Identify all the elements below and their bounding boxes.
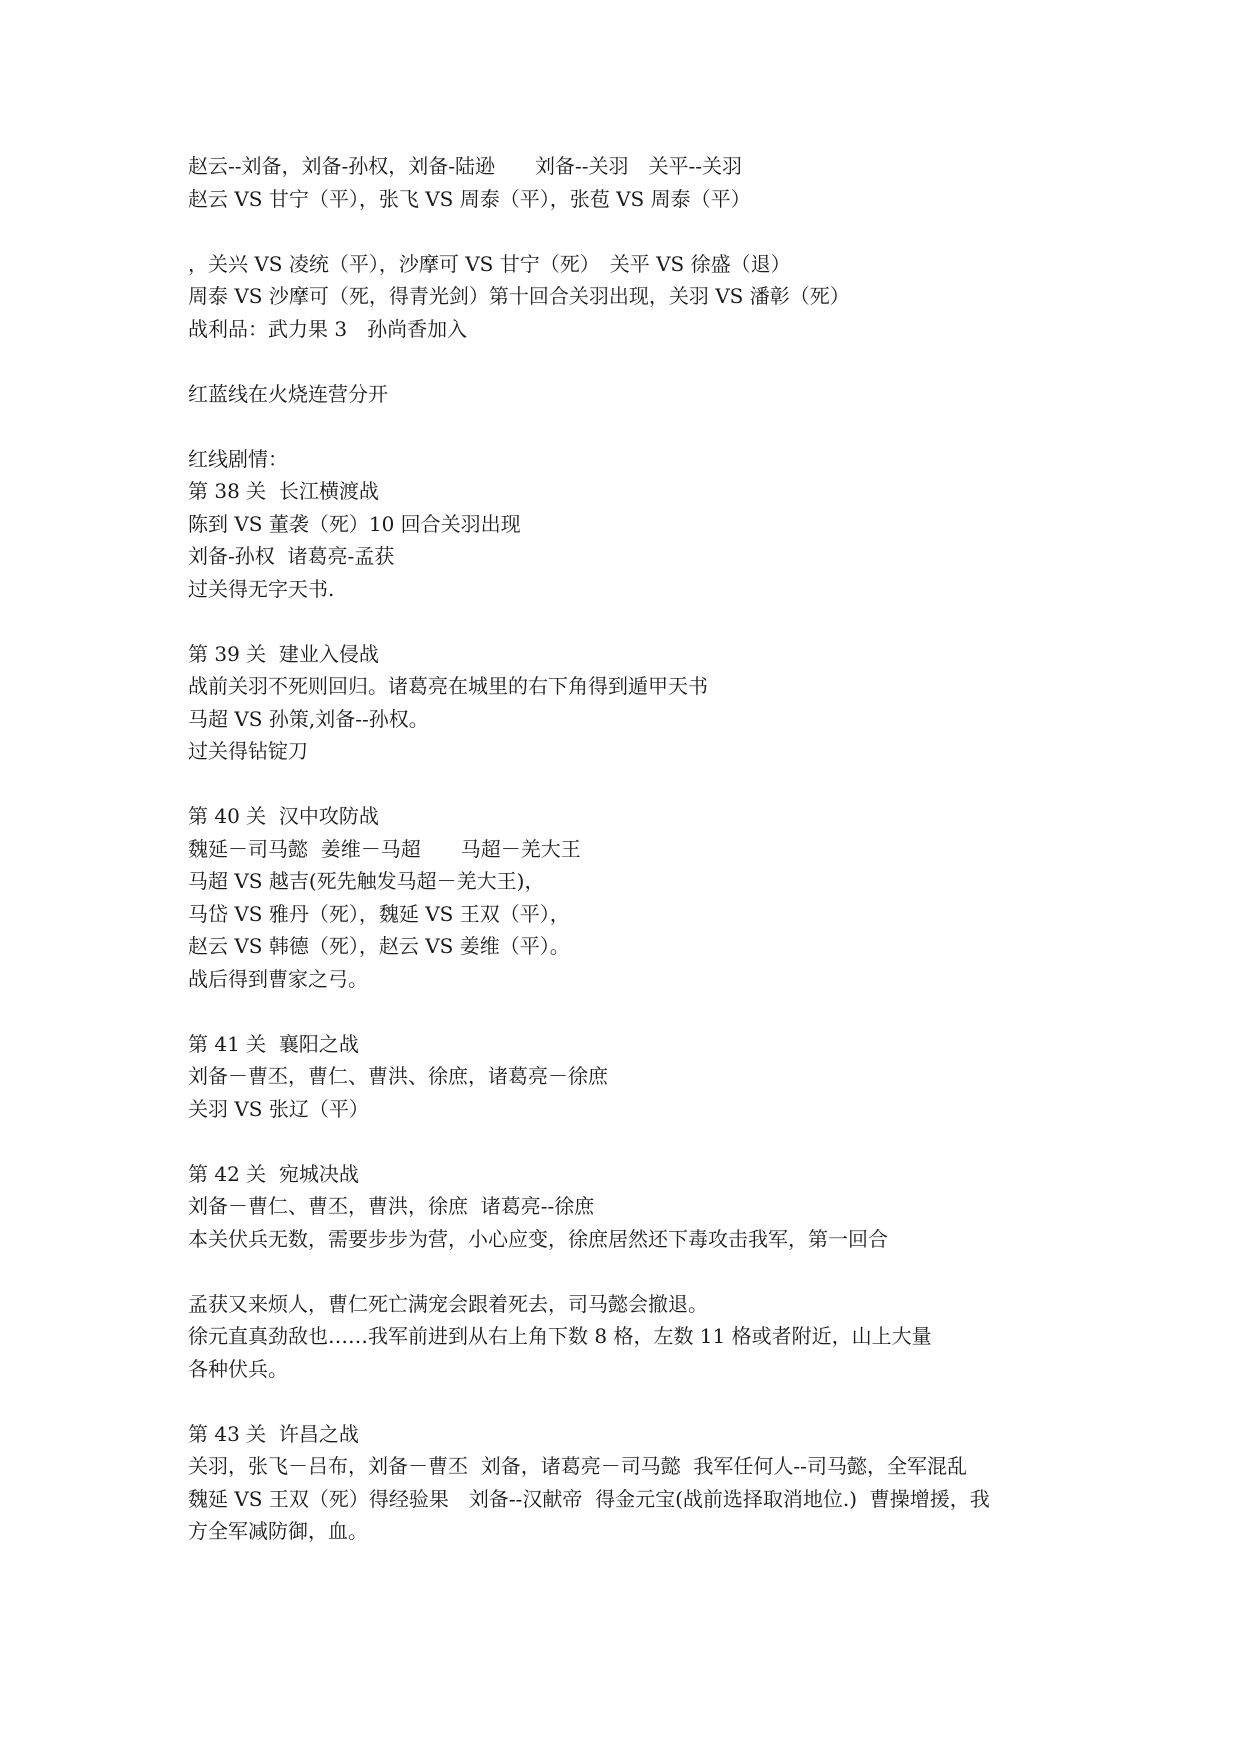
stage-title: 第 42 关 宛城决战: [188, 1161, 359, 1186]
text-line: 过关得无字天书.: [188, 576, 335, 601]
blank-line: [188, 1255, 1088, 1288]
blank-line: [188, 605, 1088, 638]
section-heading: 红线剧情：: [188, 446, 288, 471]
text-line: 过关得钻锭刀: [188, 739, 308, 763]
blank-line: [188, 1385, 1088, 1418]
blank-line: [188, 215, 1088, 248]
text-line: 关羽 VS 张辽（平）: [188, 1096, 369, 1121]
stage-title: 第 39 关 建业入侵战: [188, 641, 379, 666]
text-line: 魏延－司马懿 姜维－马超 马超－羌大王: [188, 836, 581, 861]
text-line: 周泰 VS 沙摩可（死，得青光剑）第十回合关羽出现，关羽 VS 潘彰（死）: [188, 284, 850, 308]
text-line: 战前关羽不死则回归。诸葛亮在城里的右下角得到遁甲天书: [188, 674, 708, 698]
blank-line: [188, 1125, 1088, 1158]
text-line: 魏延 VS 王双（死）得经验果 刘备--汉献帝 得金元宝(战前选择取消地位.) 曹操增援，我: [188, 1486, 990, 1511]
text-line: 马超 VS 孙策,刘备--孙权。: [188, 706, 429, 731]
text-line: 各种伏兵。: [188, 1356, 288, 1381]
text-line: 赵云 VS 韩德（死），赵云 VS 姜维（平）。: [188, 934, 570, 958]
stage-title: 第 41 关 襄阳之战: [188, 1031, 359, 1056]
text-line: 战利品：武力果 3 孙尚香加入: [188, 316, 468, 341]
text-line: 刘备－曹丕，曹仁、曹洪、徐庶，诸葛亮－徐庶: [188, 1064, 608, 1088]
stage-title: 第 38 关 长江横渡战: [188, 479, 379, 503]
stage-title: 第 43 关 许昌之战: [188, 1421, 359, 1446]
text-line: 徐元直真劲敌也……我军前进到从右上角下数 8 格，左数 11 格或者附近，山上大量: [188, 1324, 932, 1348]
text-line: ，关兴 VS 凌统（平），沙摩可 VS 甘宁（死） 关平 VS 徐盛（退）: [188, 251, 791, 276]
stage-title: 第 40 关 汉中攻防战: [188, 804, 379, 828]
text-line: 刘备－曹仁、曹丕，曹洪，徐庶 诸葛亮--徐庶: [188, 1194, 595, 1218]
document-body: [188, 150, 1088, 1548]
text-line: 马超 VS 越吉(死先触发马超－羌大王)，: [188, 869, 545, 893]
text-line: 红蓝线在火烧连营分开: [188, 381, 388, 406]
blank-line: [188, 410, 1088, 443]
text-line: 刘备-孙权 诸葛亮-孟获: [188, 544, 395, 568]
blank-line: [188, 995, 1088, 1028]
text-line: 关羽，张飞－吕布，刘备－曹丕 刘备，诸葛亮－司马懿 我军任何人--司马懿，全军混乱: [188, 1454, 967, 1478]
text-line: 孟获又来烦人，曹仁死亡满宠会跟着死去，司马懿会撤退。: [188, 1291, 708, 1316]
text-line: 陈到 VS 董袭（死）10 回合关羽出现: [188, 511, 521, 536]
text-line: 本关伏兵无数，需要步步为营，小心应变，徐庶居然还下毒攻击我军，第一回合: [188, 1226, 888, 1251]
text-line: 方全军减防御，血。: [188, 1519, 368, 1543]
blank-line: [188, 345, 1088, 378]
text-line: 马岱 VS 雅丹（死），魏延 VS 王双（平），: [188, 901, 570, 926]
text-line: 赵云 VS 甘宁（平），张飞 VS 周泰（平），张苞 VS 周泰（平）: [188, 186, 751, 211]
text-line: 赵云--刘备，刘备-孙权，刘备-陆逊 刘备--关羽 关平--关羽: [188, 154, 743, 178]
text-line: 战后得到曹家之弓。: [188, 966, 368, 991]
blank-line: [188, 768, 1088, 801]
